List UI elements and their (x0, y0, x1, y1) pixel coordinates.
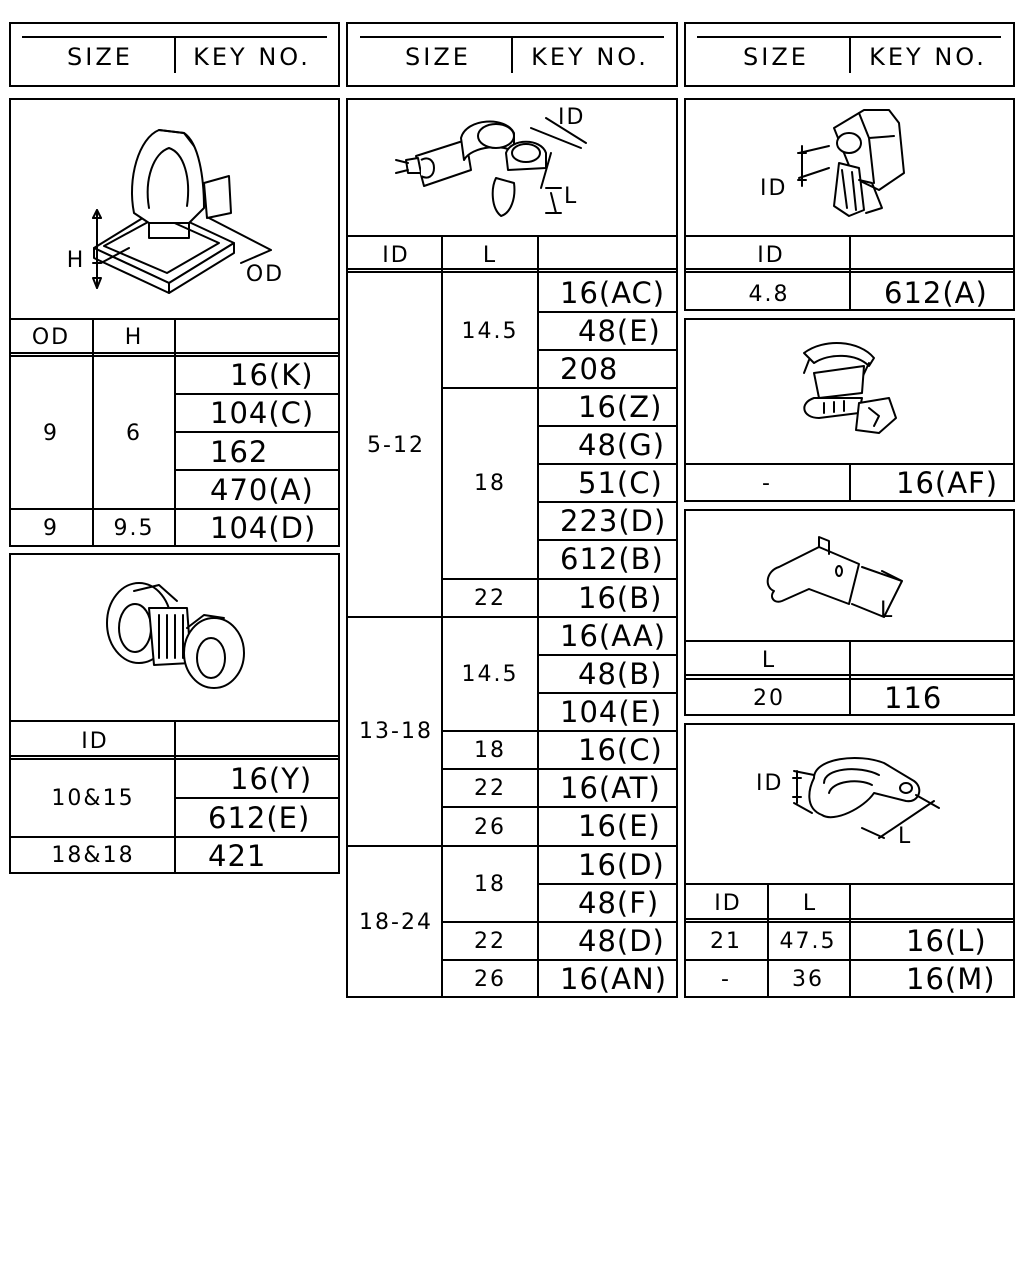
cell-h: 9.5 (113, 516, 155, 541)
key-number: 16(AA) (560, 619, 667, 653)
key-number: 16(B) (578, 581, 663, 615)
key-number: 16(Z) (578, 390, 663, 424)
col-od-header: OD (31, 325, 71, 350)
col-l-header: L (761, 648, 777, 673)
key-number: 16(C) (578, 733, 663, 767)
col-l-header: L (802, 891, 818, 916)
key-number: 16(K) (230, 358, 314, 392)
key-number: 223(D) (560, 504, 667, 538)
col-id-header: ID (382, 243, 410, 268)
key-number: 16(AC) (560, 276, 666, 310)
key-number: 48(D) (578, 924, 665, 958)
key-number: 104(E) (560, 695, 663, 729)
key-number: 421 (208, 839, 267, 873)
cell-id: 10&15 (51, 786, 135, 811)
cell-l: 22 (474, 929, 506, 954)
col-id-header: ID (757, 243, 785, 268)
cell-id: - (762, 471, 772, 496)
cell-l: 18 (474, 738, 506, 763)
dimension-l-label: L (564, 184, 579, 209)
cell-id: 21 (710, 929, 742, 954)
key-number: 470(A) (210, 473, 314, 507)
cell-l: 14.5 (461, 319, 519, 344)
key-number: 48(E) (578, 314, 661, 348)
header-keyno-label: KEY NO. (193, 43, 311, 71)
push-clip-illustration (9, 98, 340, 318)
key-number: 16(L) (906, 924, 987, 958)
double-clip-illustration (9, 553, 340, 721)
dimension-id-label: ID (558, 105, 586, 130)
cell-l: 22 (474, 586, 506, 611)
header-keyno-label: KEY NO. (531, 43, 649, 71)
cell-id: 13-18 (359, 719, 433, 744)
col-l-header: L (482, 243, 498, 268)
key-number: 48(G) (578, 428, 666, 462)
key-number: 48(B) (578, 657, 663, 691)
key-number: 612(A) (884, 276, 988, 310)
key-number: 16(AF) (896, 466, 999, 500)
key-number: 16(E) (578, 809, 661, 843)
cell-l: 26 (474, 967, 506, 992)
cell-h: 6 (126, 421, 142, 446)
header-size-label: SIZE (405, 43, 471, 71)
dimension-id-label: ID (756, 771, 784, 796)
cell-l: 22 (474, 776, 506, 801)
dimension-od-label: OD (245, 262, 285, 287)
dimension-l-label: L (898, 824, 913, 849)
loop-clip-illustration (684, 723, 1015, 883)
key-number: 51(C) (578, 466, 663, 500)
key-number: 612(B) (560, 542, 664, 576)
header-size-label: SIZE (743, 43, 809, 71)
key-number: 48(F) (578, 886, 660, 920)
dimension-l-label: L (880, 598, 895, 623)
key-number: 612(E) (208, 801, 311, 835)
cell-l: 26 (474, 815, 506, 840)
key-number: 16(Y) (230, 762, 313, 796)
cell-id: 4.8 (748, 282, 790, 307)
dimension-id-label: ID (760, 176, 788, 201)
wire-clip-illustration (684, 98, 1015, 236)
cell-od: 9 (43, 516, 59, 541)
cell-l: 36 (792, 967, 824, 992)
cell-id: 18&18 (51, 843, 135, 868)
header-keyno-label: KEY NO. (869, 43, 987, 71)
cell-l: 47.5 (779, 929, 837, 954)
key-number: 16(D) (578, 848, 665, 882)
key-number: 162 (210, 435, 269, 469)
cell-l: 20 (753, 686, 785, 711)
cell-id: 5-12 (367, 433, 425, 458)
col-id-header: ID (714, 891, 742, 916)
cell-id: - (721, 967, 731, 992)
cell-od: 9 (43, 421, 59, 446)
col-h-header: H (124, 325, 144, 350)
key-number: 116 (884, 681, 943, 715)
dimension-h-label: H (66, 248, 86, 273)
spring-clip-illustration (684, 509, 1015, 641)
key-number: 208 (560, 352, 619, 386)
retainer-clip-illustration (684, 318, 1015, 462)
cell-l: 14.5 (461, 662, 519, 687)
key-number: 16(M) (906, 962, 996, 996)
header-size-label: SIZE (67, 43, 133, 71)
hose-clamp-illustration (346, 98, 678, 236)
key-number: 104(D) (210, 511, 317, 545)
key-number: 16(AN) (560, 962, 668, 996)
key-number: 104(C) (210, 396, 315, 430)
cell-l: 18 (474, 872, 506, 897)
key-number: 16(AT) (560, 771, 661, 805)
col-id-header: ID (81, 729, 109, 754)
cell-l: 18 (474, 471, 506, 496)
cell-id: 18-24 (359, 910, 433, 935)
